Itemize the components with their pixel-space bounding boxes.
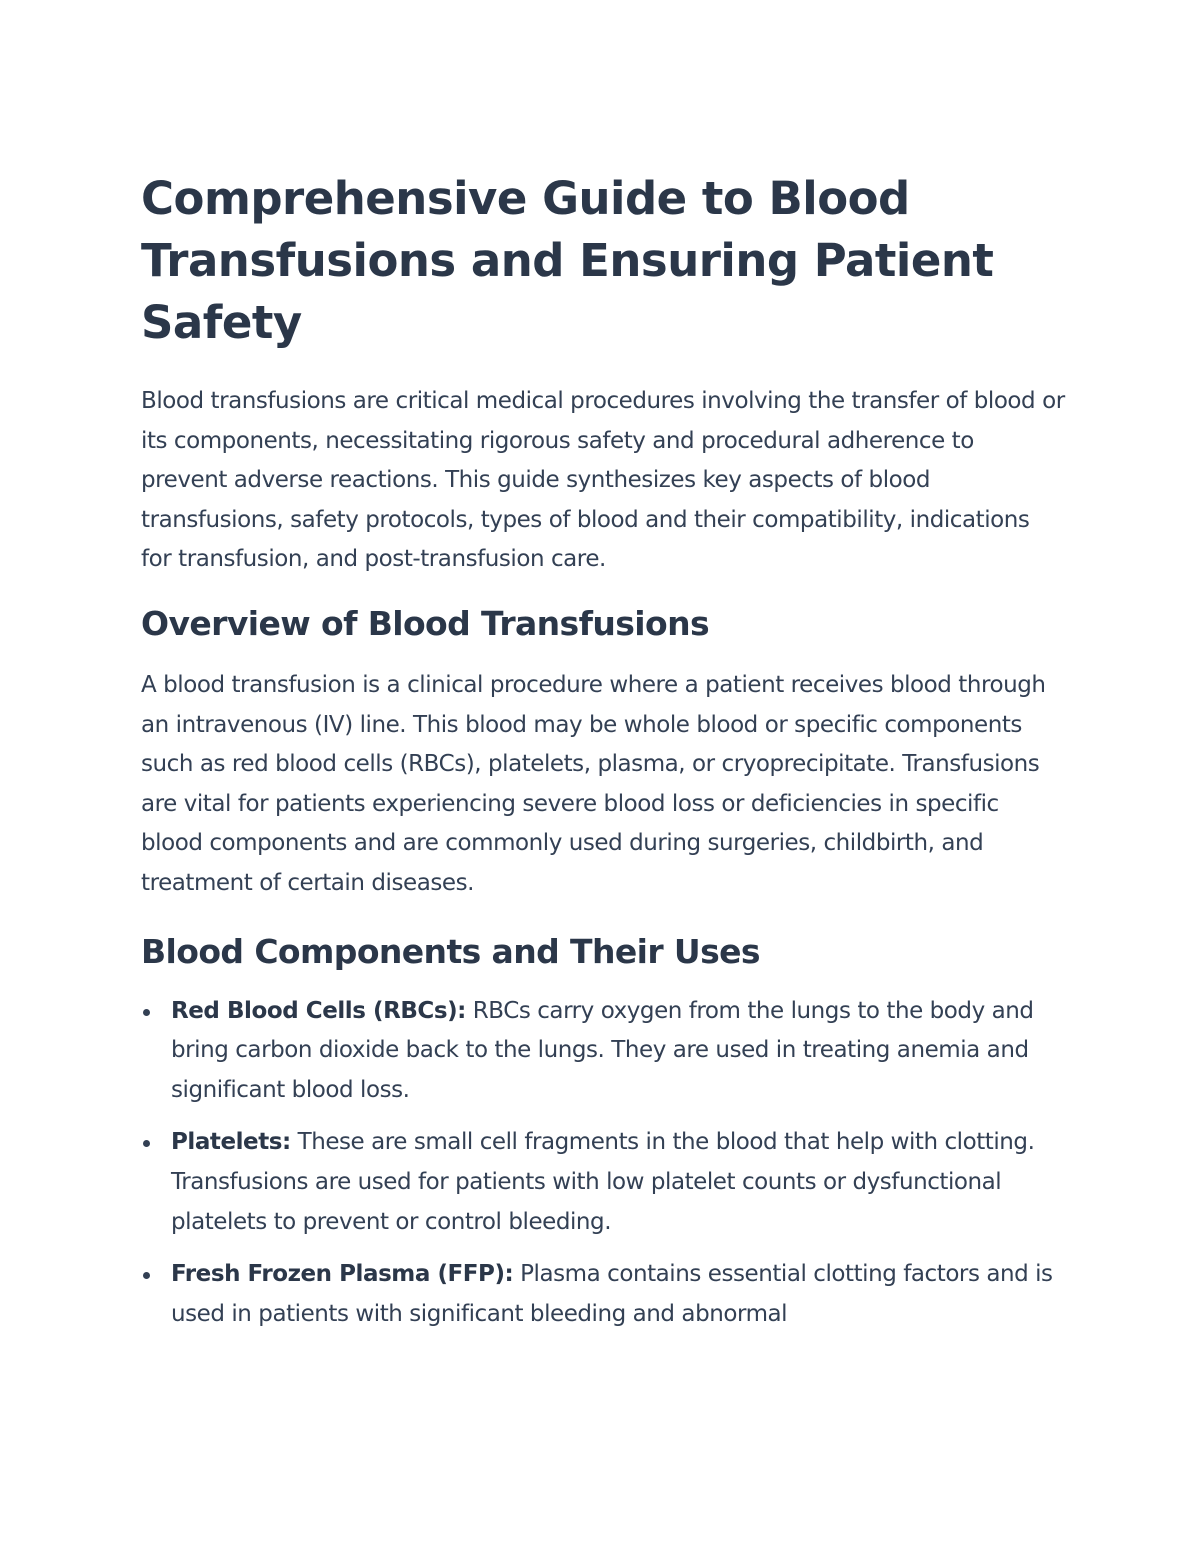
list-item <box>141 992 1066 1111</box>
section-heading-components: Blood Components and Their Uses <box>141 931 760 971</box>
bullet-icon <box>143 1272 150 1279</box>
list-item <box>141 1123 1066 1242</box>
list-item-term: Red Blood Cells (RBCs): <box>171 997 466 1024</box>
list-item-text: These are small cell fragments in the blood that help with clotting. Transfusions are used for patients with low platelet counts or dysfunctional platelets to prevent or control bleeding. <box>171 1129 1035 1235</box>
intro-paragraph: Blood transfusions are critical medical procedures involving the transfer of blood or its components, necessitating rigorous safety and procedural adherence to prevent adverse reactions. This guide synthesizes key aspects of blood transfusions, safety protocols, types of blood and their compatibility, indications for transfusion, and post-transfusion care. <box>141 388 1065 573</box>
list-item-term: Platelets: <box>171 1129 291 1156</box>
list-item-text: RBCs carry oxygen from the lungs to the body and bring carbon dioxide back to the lungs. They are used in treating anemia and significant blood loss. <box>171 997 1034 1103</box>
list-item <box>141 1255 1066 1334</box>
document-title: Comprehensive Guide to Blood Transfusions and Ensuring Patient Safety <box>141 172 994 349</box>
bullet-icon <box>143 1009 150 1016</box>
document-page <box>141 168 1066 1347</box>
bullet-icon <box>143 1140 150 1147</box>
overview-paragraph: A blood transfusion is a clinical procedure where a patient receives blood through an intravenous (IV) line. This blood may be whole blood or specific components such as red blood cells (RBCs), platelets, plasma, or cryoprecipitate. Transfusions are vital for patients experiencing severe blood loss or deficiencies in specific blood components and are commonly used during surgeries, childbirth, and treatment of certain diseases. <box>141 671 1046 896</box>
components-list <box>141 992 1066 1335</box>
section-heading-overview: Overview of Blood Transfusions <box>141 603 710 643</box>
list-item-text: Plasma contains essential clotting factors and is used in patients with significant bleeding and abnormal <box>171 1261 1053 1327</box>
list-item-term: Fresh Frozen Plasma (FFP): <box>171 1261 514 1288</box>
